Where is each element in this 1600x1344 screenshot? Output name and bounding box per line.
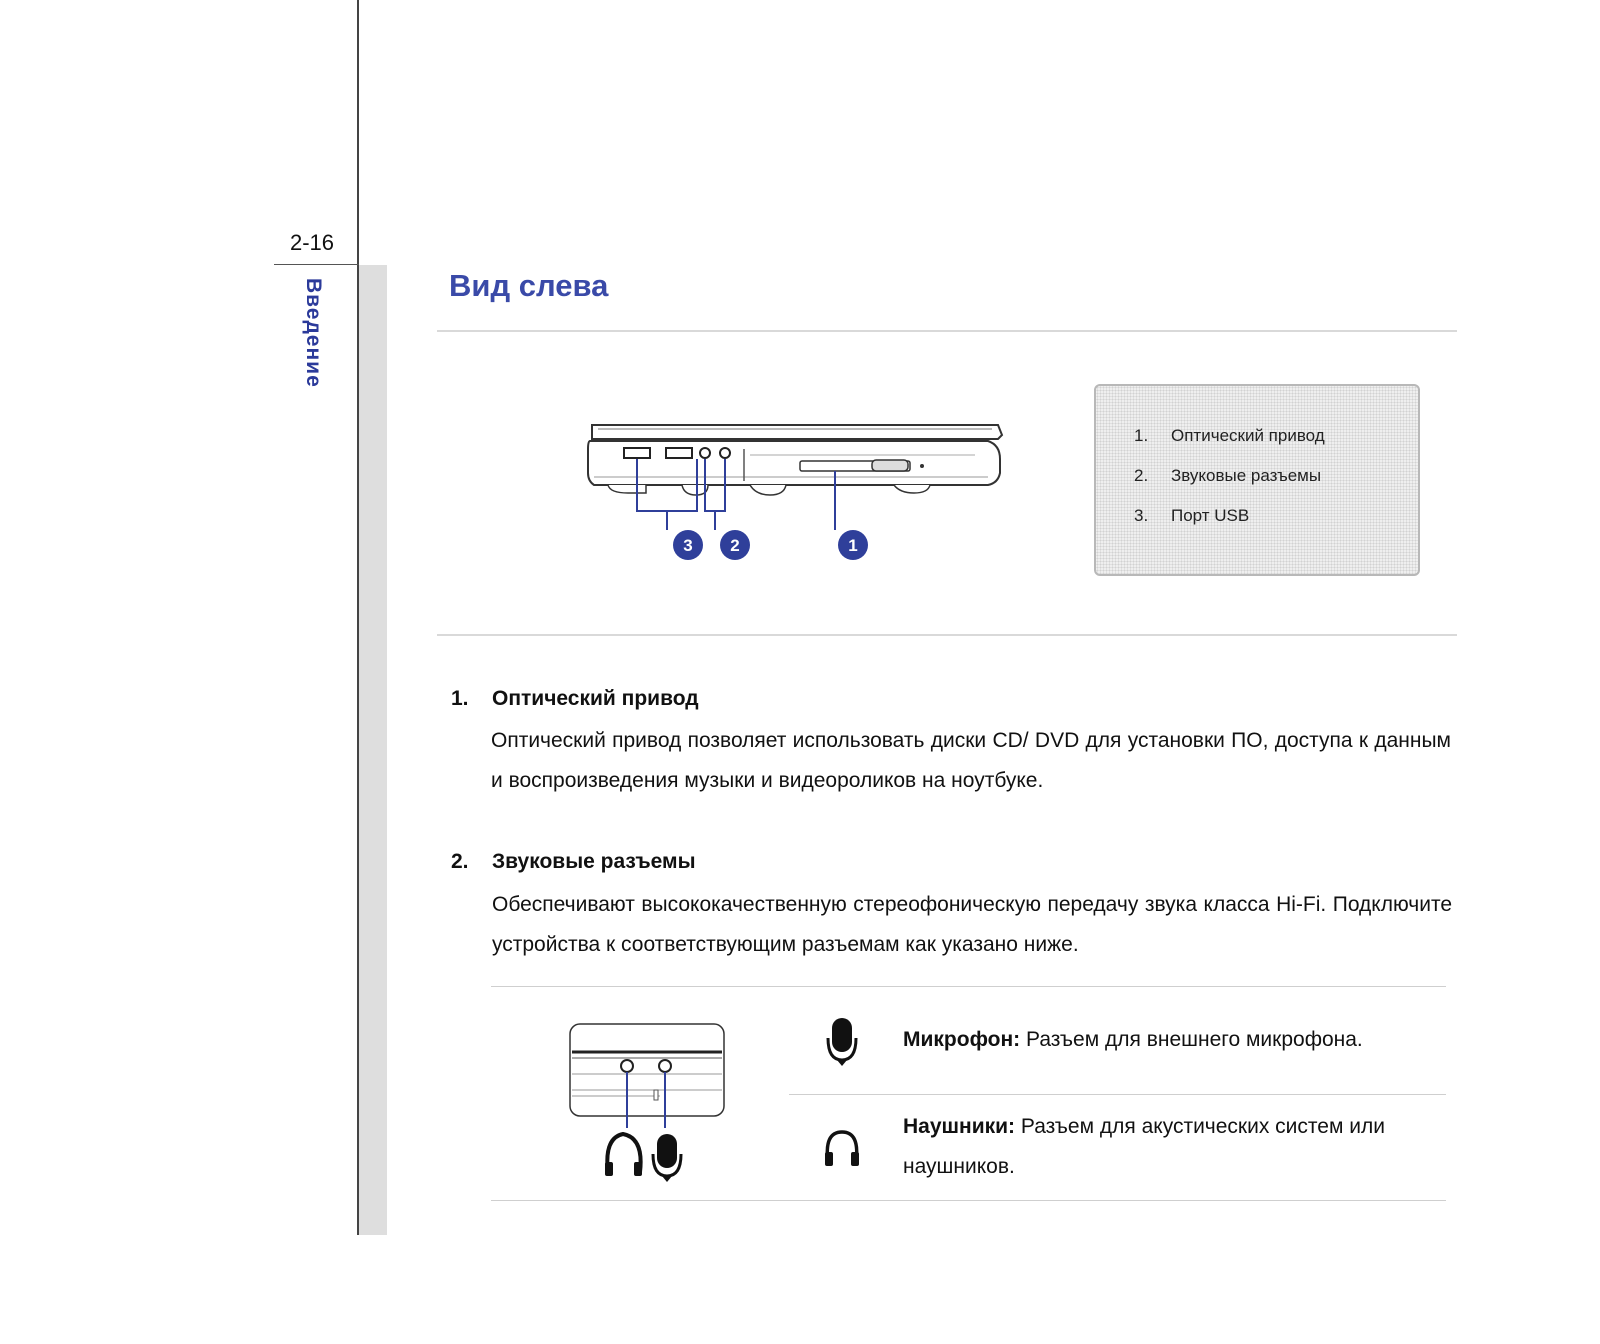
headphones-icon xyxy=(822,1128,862,1168)
table-bottom-rule xyxy=(491,1200,1446,1201)
svg-text:3: 3 xyxy=(683,536,693,555)
figure-divider xyxy=(437,634,1457,636)
legend-item: 2. Звуковые разъемы xyxy=(1134,466,1322,485)
laptop-left-side-figure xyxy=(580,415,1020,587)
chapter-side-tab-label: Введение xyxy=(302,278,325,388)
audio-jacks-closeup xyxy=(568,1022,728,1192)
svg-text:2: 2 xyxy=(730,536,740,555)
microphone-icon xyxy=(653,1134,681,1182)
callout-2 xyxy=(720,530,750,560)
svg-text:1: 1 xyxy=(848,536,858,555)
item-1-heading: 1. Оптический привод xyxy=(451,687,699,710)
callout-1 xyxy=(838,530,868,560)
headphones-icon xyxy=(605,1134,642,1176)
callout-3 xyxy=(673,530,703,560)
chapter-side-tab xyxy=(301,278,341,418)
figure-legend xyxy=(1094,384,1420,576)
table-middle-rule xyxy=(789,1094,1446,1095)
legend-item: 3. Порт USB xyxy=(1134,506,1250,525)
page-number: 2-16 xyxy=(290,230,335,255)
section-title: Вид слева xyxy=(449,268,609,303)
page-number-rule xyxy=(274,264,359,265)
item-1-text: Оптический привод позволяет использовать диски CD/ DVD для установки ПО, доступа к данным и воспроизведения музыки и видеороликов на ноутбуке. xyxy=(491,729,1451,792)
legend-item: 1. Оптический привод xyxy=(1134,426,1325,445)
microphone-jack-label: Микрофон: xyxy=(903,1028,1021,1051)
margin-band xyxy=(359,265,387,1235)
microphone-icon xyxy=(824,1016,860,1066)
title-divider xyxy=(437,330,1457,332)
item-2-heading: 2. Звуковые разъемы xyxy=(451,850,696,873)
microphone-jack-description: Микрофон: Разъем для внешнего микрофона. xyxy=(903,1028,1363,1051)
headphones-jack-description: Наушники: Разъем для акустических систем или наушников. xyxy=(903,1115,1385,1178)
table-top-rule xyxy=(491,986,1446,987)
headphones-jack-label: Наушники: xyxy=(903,1115,1016,1138)
item-2-text: Обеспечивают высококачественную стереофоническую передачу звука класса Hi-Fi. Подключите устройства к соответствующим разъемам как указано ниже. xyxy=(492,893,1452,956)
